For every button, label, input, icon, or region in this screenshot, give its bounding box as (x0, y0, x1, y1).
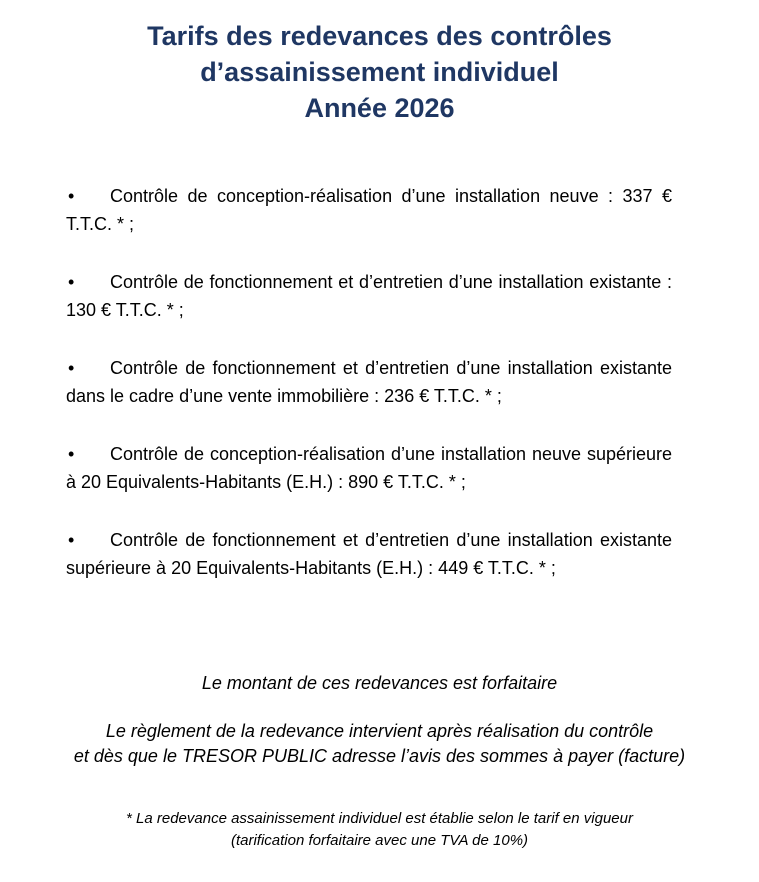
tariff-list (66, 182, 672, 612)
reglement-line-1: Le règlement de la redevance intervient après réalisation du contrôle (105, 721, 654, 741)
tariff-item-text: Contrôle de conception-réalisation d’une installation neuve : 337 € T.T.C. * ; (66, 186, 672, 234)
title-line-1: Tarifs des redevances des contrôles (147, 21, 612, 51)
tariff-item-text: Contrôle de fonctionnement et d’entretien d’une installation existante dans le cadre d’une vente immobilière : 236 € T.T.C. * ; (66, 358, 672, 406)
bullet-icon: • (68, 358, 75, 378)
tariff-item-text: Contrôle de conception-réalisation d’une installation neuve supérieure à 20 Equivalents-Habitants (E.H.) : 890 € T.T.C. * ; (66, 444, 672, 492)
title-line-2: d’assainissement individuel (200, 57, 559, 87)
footnote-line-1: * La redevance assainissement individuel est établie selon le tarif en vigueur (126, 810, 633, 827)
tariff-item-2 (66, 268, 672, 324)
tariff-item-3 (66, 354, 672, 410)
title-line-3: Année 2026 (304, 93, 455, 123)
forfait-note: Le montant de ces redevances est forfaitaire (201, 673, 558, 693)
bullet-icon: • (68, 272, 75, 292)
bullet-icon: • (68, 444, 75, 464)
tariff-item-4 (66, 440, 672, 496)
bullet-icon: • (68, 530, 75, 550)
reglement-line-2: et dès que le TRESOR PUBLIC adresse l’avis des sommes à payer (facture) (73, 746, 686, 766)
document-title (0, 18, 759, 126)
bullet-icon: • (68, 186, 75, 206)
tariff-item-text: Contrôle de fonctionnement et d’entretien d’une installation existante supérieure à 20 Equivalents-Habitants (E.H.) : 449 € T.T.C. * ; (66, 530, 672, 578)
footnote (0, 808, 759, 852)
footnote-line-2: (tarification forfaitaire avec une TVA de 10%) (230, 832, 529, 849)
reglement-note (0, 719, 759, 769)
tariff-item-5 (66, 526, 672, 582)
tariff-item-1 (66, 182, 672, 238)
tariff-item-text: Contrôle de fonctionnement et d’entretien d’une installation existante : 130 € T.T.C. * ; (66, 272, 672, 320)
